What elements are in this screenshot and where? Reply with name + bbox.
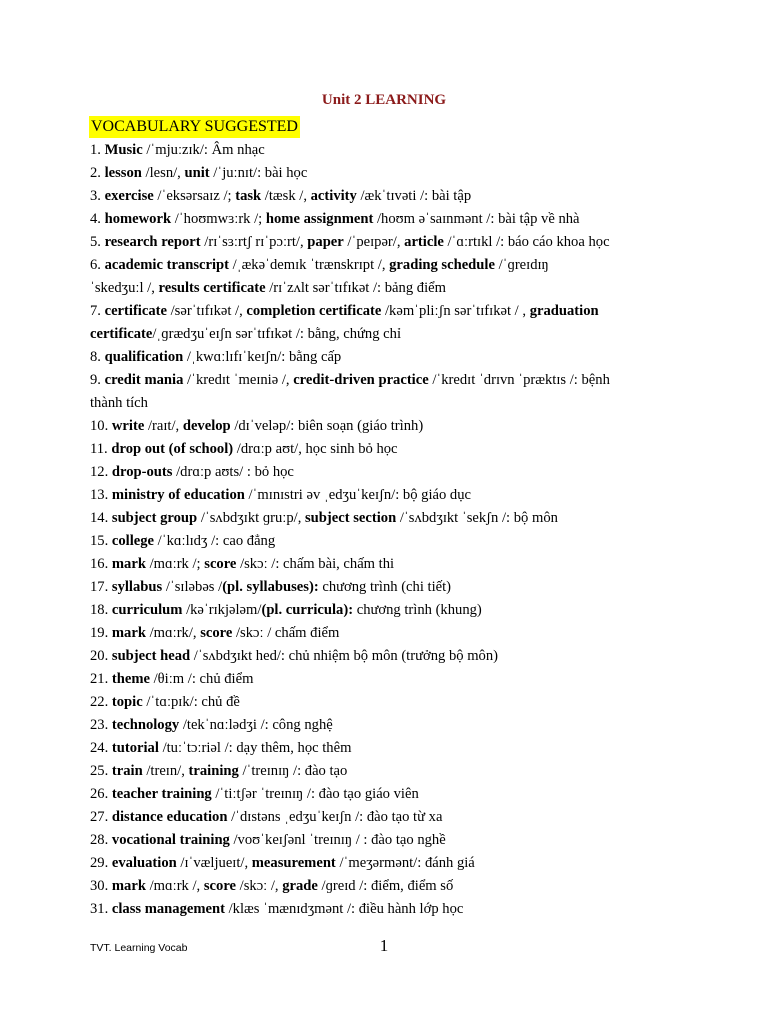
vocab-term: certificate	[104, 303, 167, 319]
section-heading-highlighted: VOCABULARY SUGGESTED	[89, 116, 300, 138]
vocab-term: evaluation	[111, 855, 177, 871]
vocab-line-20	[90, 645, 690, 668]
vocab-text: 10.	[90, 418, 112, 434]
vocab-text: /klæs ˈmænɪdʒmənt /: điều hành lớp học	[224, 901, 464, 917]
vocab-term: credit mania	[104, 372, 184, 388]
vocab-text: 7.	[90, 303, 105, 319]
vocab-line-15	[90, 530, 690, 553]
vocab-line-18	[90, 599, 690, 622]
vocab-term: score	[200, 625, 233, 641]
vocab-line-11	[90, 438, 690, 461]
vocab-text: /sərˈtɪfɪkət /,	[166, 303, 247, 319]
vocab-term: theme	[111, 671, 150, 687]
vocab-line-2	[90, 162, 690, 185]
vocab-text: 20.	[90, 648, 112, 664]
vocab-term: article	[404, 234, 444, 250]
vocab-term: training	[188, 763, 239, 779]
vocab-text: 28.	[90, 832, 112, 848]
vocab-text: /ˈkɑːlɪdʒ /: cao đẳng	[154, 533, 276, 549]
vocab-line-10	[90, 415, 690, 438]
vocab-line-5	[90, 231, 690, 254]
vocab-term: mark	[111, 556, 146, 572]
page-title: Unit 2 LEARNING	[321, 92, 447, 108]
vocab-text: /skɔː /,	[236, 878, 283, 894]
vocab-text: 23.	[90, 717, 112, 733]
vocab-line-21	[90, 668, 690, 691]
vocab-text: 27.	[90, 809, 112, 825]
vocab-line-6b	[90, 277, 690, 300]
vocab-term: paper	[307, 234, 344, 250]
vocab-text: /skɔː /: chấm bài, chấm thi	[236, 556, 395, 572]
vocab-text: /ˈɡreɪdɪŋ	[494, 257, 549, 273]
vocab-term: score	[203, 878, 237, 894]
vocab-text: /ˈpeɪpər/,	[343, 234, 405, 250]
vocab-text: /ˈtreɪnɪŋ /: đào tạo	[238, 763, 348, 779]
vocab-text: /ˈɑːrtɪkl /: báo cáo khoa học	[443, 234, 610, 250]
vocab-term: qualification	[104, 349, 184, 365]
vocab-text: 29.	[90, 855, 112, 871]
vocab-term: topic	[111, 694, 143, 710]
vocab-text: /ˈtɑːpɪk/: chủ đề	[142, 694, 240, 710]
vocab-text: /tekˈnɑːlədʒi /: công nghệ	[179, 717, 333, 733]
vocab-text: /ækˈtɪvəti /: bài tập	[356, 188, 472, 204]
vocab-text: /ˌækəˈdemɪk ˈtrænskrɪpt /,	[229, 257, 390, 273]
vocabulary-list	[90, 139, 690, 921]
vocab-text: /ˈmeʒərmənt/: đánh giá	[335, 855, 475, 871]
vocab-line-25	[90, 760, 690, 783]
vocab-text: thành tích	[90, 395, 148, 411]
vocab-text: /rɪˈsɜːrtʃ rɪˈpɔːrt/,	[200, 234, 308, 250]
vocab-term: teacher training	[111, 786, 212, 802]
vocab-term: train	[111, 763, 143, 779]
vocab-text: 25.	[90, 763, 112, 779]
vocab-text: /dɪˈveləp/: biên soạn (giáo trình)	[230, 418, 424, 434]
vocab-line-27	[90, 806, 690, 829]
vocab-text: /ˈtiːtʃər ˈtreɪnɪŋ /: đào tạo giáo viên	[211, 786, 419, 802]
vocab-text: 19.	[90, 625, 112, 641]
vocab-line-24	[90, 737, 690, 760]
vocab-text: 16.	[90, 556, 112, 572]
vocab-text: 13.	[90, 487, 112, 503]
vocab-term: credit-driven practice	[293, 372, 429, 388]
vocab-text: /ˌɡrædʒuˈeɪʃn sərˈtɪfɪkət /: bằng, chứng chỉ	[152, 326, 402, 342]
vocab-text: chương trình (chi tiết)	[318, 579, 452, 595]
vocab-line-8	[90, 346, 690, 369]
vocab-text: 3.	[90, 188, 105, 204]
vocab-text: 8.	[90, 349, 105, 365]
vocab-term: graduation	[529, 303, 599, 319]
vocab-text: /hoʊm əˈsaɪnmənt /: bài tập về nhà	[373, 211, 580, 227]
vocab-term: tutorial	[111, 740, 159, 756]
vocab-text: 5.	[90, 234, 105, 250]
vocab-text: /ɪˈvæljueɪt/,	[176, 855, 252, 871]
vocab-text: /ˈdɪstəns ˌedʒuˈkeɪʃn /: đào tạo từ xa	[227, 809, 443, 825]
vocab-line-1	[90, 139, 690, 162]
vocab-term: task	[235, 188, 262, 204]
vocab-term: subject head	[111, 648, 191, 664]
vocab-text: /ˈmɪnɪstri əv ˌedʒuˈkeɪʃn/: bộ giáo dục	[244, 487, 471, 503]
vocab-text: 18.	[90, 602, 112, 618]
vocab-line-31	[90, 898, 690, 921]
vocab-term: unit	[184, 165, 210, 181]
vocab-text: ˈskedʒuːl /,	[90, 280, 159, 296]
vocab-term: homework	[104, 211, 172, 227]
vocab-text: 4.	[90, 211, 105, 227]
vocab-line-29	[90, 852, 690, 875]
vocab-term: develop	[182, 418, 231, 434]
vocab-term: curriculum	[111, 602, 183, 618]
vocab-text: /ˌkwɑːlɪfɪˈkeɪʃn/: bằng cấp	[183, 349, 342, 365]
vocab-text: 26.	[90, 786, 112, 802]
vocab-line-16	[90, 553, 690, 576]
vocab-term: syllabus	[111, 579, 163, 595]
vocab-term: subject section	[305, 510, 397, 526]
vocab-text: /kəmˈpliːʃn sərˈtɪfɪkət / ,	[381, 303, 530, 319]
vocab-term: (pl. syllabuses):	[222, 579, 319, 595]
vocab-term: ministry of education	[111, 487, 245, 503]
vocab-line-23	[90, 714, 690, 737]
vocab-text: /ˈsɪləbəs /	[162, 579, 223, 595]
vocab-line-12	[90, 461, 690, 484]
vocab-text: 21.	[90, 671, 112, 687]
vocab-text: 31.	[90, 901, 112, 917]
vocab-line-9a	[90, 369, 690, 392]
vocab-text: 1.	[90, 142, 105, 158]
vocab-text: /tuːˈtɔːriəl /: dạy thêm, học thêm	[158, 740, 352, 756]
vocab-line-26	[90, 783, 690, 806]
vocab-line-28	[90, 829, 690, 852]
vocab-term: mark	[111, 625, 146, 641]
vocab-text: 14.	[90, 510, 112, 526]
vocab-line-7b	[90, 323, 690, 346]
vocab-text: 9.	[90, 372, 105, 388]
vocab-text: /ˈkredɪt ˈmeɪniə /,	[183, 372, 294, 388]
vocab-term: class management	[111, 901, 225, 917]
vocab-text: /θiːm /: chủ điểm	[149, 671, 254, 687]
vocab-text: 30.	[90, 878, 112, 894]
vocab-text: /voʊˈkeɪʃənl ˈtreɪnɪŋ / : đào tạo nghề	[229, 832, 446, 848]
vocab-term: lesson	[104, 165, 142, 181]
vocab-term: subject group	[111, 510, 198, 526]
vocab-text: /ˈkredɪt ˈdrɪvn ˈpræktɪs /: bệnh	[428, 372, 610, 388]
vocab-text: /mɑːrk /,	[145, 878, 204, 894]
vocab-line-7a	[90, 300, 690, 323]
vocab-line-14	[90, 507, 690, 530]
vocab-term: drop-outs	[111, 464, 173, 480]
vocab-text: /lesn/,	[141, 165, 185, 181]
vocab-text: 17.	[90, 579, 112, 595]
vocab-term: activity	[310, 188, 357, 204]
vocab-line-13	[90, 484, 690, 507]
vocab-line-17	[90, 576, 690, 599]
vocab-text: /treɪn/,	[142, 763, 189, 779]
vocab-term: college	[111, 533, 155, 549]
vocab-text: chương trình (khung)	[353, 602, 482, 618]
vocab-text: /ˈeksərsaɪz /;	[153, 188, 236, 204]
vocab-text: 22.	[90, 694, 112, 710]
vocab-text: /rɪˈzʌlt sərˈtɪfɪkət /: bảng điểm	[265, 280, 446, 296]
vocab-term: drop out (of school)	[111, 441, 234, 457]
vocab-term: write	[111, 418, 145, 434]
vocab-text: /ˈjuːnɪt/: bài học	[209, 165, 308, 181]
vocab-line-9b	[90, 392, 690, 415]
vocab-line-4	[90, 208, 690, 231]
vocab-text: /raɪt/,	[144, 418, 183, 434]
vocab-text: /kəˈrɪkjələm/	[182, 602, 262, 618]
vocab-line-6a	[90, 254, 690, 277]
vocab-text: /drɑːp aʊt/, học sinh bỏ học	[233, 441, 398, 457]
vocab-term: measurement	[251, 855, 336, 871]
vocab-text: /ɡreɪd /: điểm, điểm số	[317, 878, 454, 894]
vocab-term: score	[204, 556, 237, 572]
vocab-term: grade	[282, 878, 318, 894]
vocab-text: 15.	[90, 533, 112, 549]
vocab-text: 24.	[90, 740, 112, 756]
vocab-text: 11.	[90, 441, 112, 457]
page-number: 1	[379, 936, 389, 955]
vocab-term: grading schedule	[389, 257, 495, 273]
vocab-term: academic transcript	[104, 257, 230, 273]
vocab-line-3	[90, 185, 690, 208]
vocab-text: 2.	[90, 165, 105, 181]
vocab-line-22	[90, 691, 690, 714]
vocab-text: /drɑːp aʊts/ : bỏ học	[172, 464, 294, 480]
vocab-text: /tæsk /,	[261, 188, 311, 204]
vocab-term: vocational training	[111, 832, 230, 848]
vocab-term: distance education	[111, 809, 228, 825]
vocab-text: /ˈhoʊmwɜːrk /;	[171, 211, 266, 227]
vocab-term: Music	[104, 142, 143, 158]
vocab-text: /ˈsʌbdʒɪkt ɡruːp/,	[197, 510, 305, 526]
vocab-term: mark	[111, 878, 146, 894]
vocab-term: exercise	[104, 188, 154, 204]
vocab-text: 6.	[90, 257, 105, 273]
vocab-term: completion certificate	[246, 303, 382, 319]
vocab-text: /ˈsʌbdʒɪkt ˈsekʃn /: bộ môn	[396, 510, 558, 526]
vocab-text: /ˈmjuːzɪk/: Âm nhạc	[142, 142, 265, 158]
vocab-text: /mɑːrk/,	[145, 625, 201, 641]
vocab-term: results certificate	[158, 280, 266, 296]
vocab-line-30	[90, 875, 690, 898]
vocab-term: home assignment	[265, 211, 374, 227]
vocab-term: technology	[111, 717, 180, 733]
vocab-text: 12.	[90, 464, 112, 480]
vocab-term: (pl. curricula):	[261, 602, 354, 618]
vocab-text: /skɔː / chấm điểm	[232, 625, 340, 641]
footer-text: TVT. Learning Vocab	[90, 942, 188, 954]
vocab-text: /ˈsʌbdʒɪkt hed/: chủ nhiệm bộ môn (trưởng bộ môn)	[190, 648, 499, 664]
vocab-line-19	[90, 622, 690, 645]
vocab-term: research report	[104, 234, 201, 250]
vocab-term: certificate	[90, 326, 153, 342]
vocab-text: /mɑːrk /;	[145, 556, 205, 572]
